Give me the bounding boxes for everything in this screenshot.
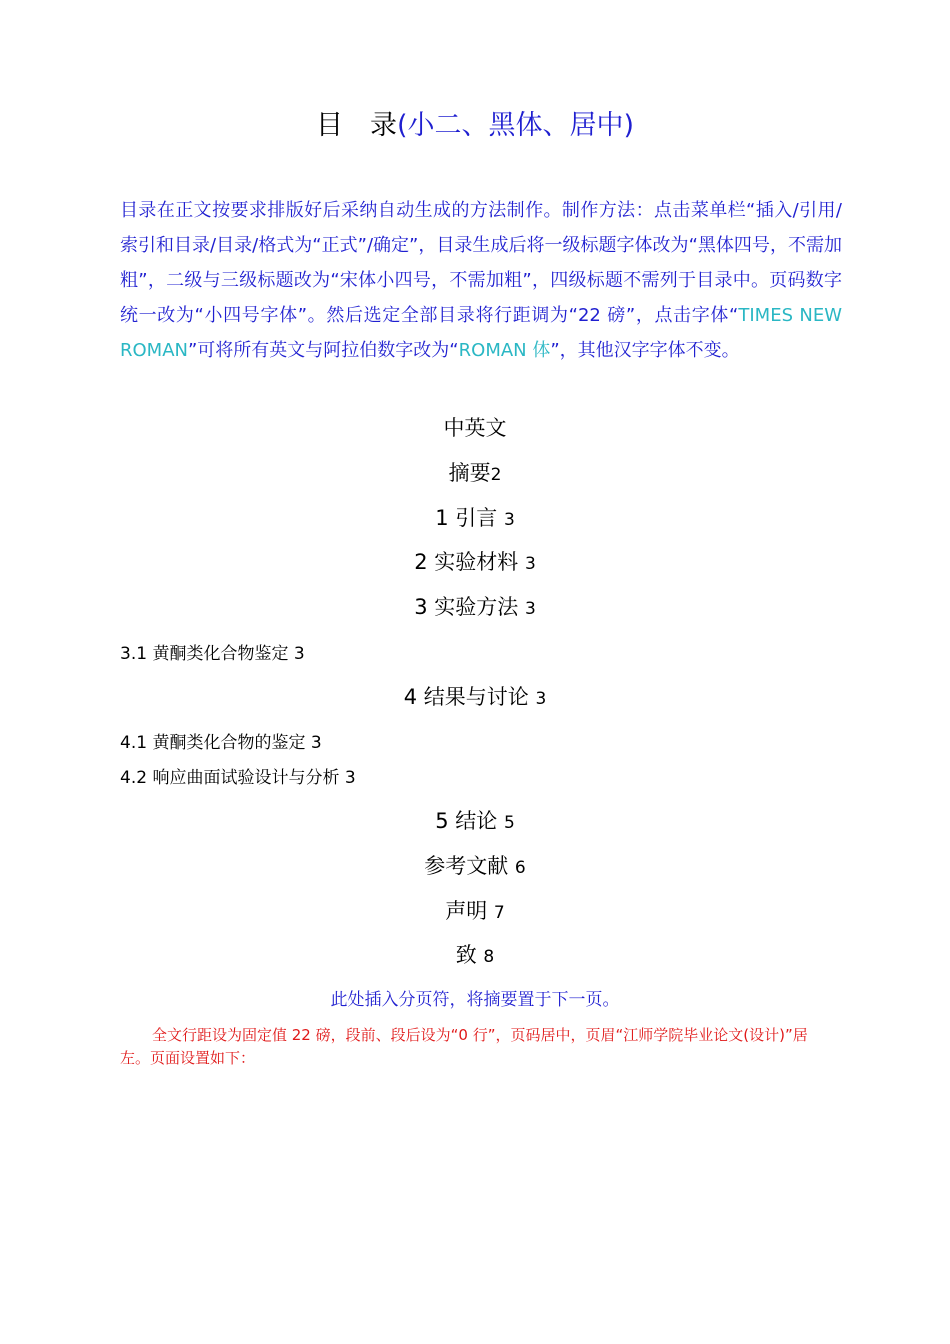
toc-entry-conclusion	[0, 806, 950, 838]
toc-subentry-4-1	[120, 730, 322, 756]
toc-entry-declaration	[0, 896, 950, 928]
toc-page-number: 6	[514, 858, 526, 878]
toc-page-number: 7	[493, 903, 505, 923]
toc-subentry-4-2	[120, 765, 356, 791]
toc-label: 4.1 黄酮类化合物的鉴定	[120, 733, 306, 753]
toc-entry-methods	[0, 592, 950, 624]
format-note: 全文行距设为固定值 22 磅，段前、段后设为“0 行”，页码居中，页眉“江师学院毕业论文(设计)”居左。页面设置如下：	[120, 1026, 808, 1067]
toc-label: 1 引言	[435, 506, 498, 530]
toc-page-number: 8	[483, 947, 495, 967]
toc-label: 4 结果与讨论	[403, 685, 529, 709]
toc-subentry-3-1	[120, 641, 305, 667]
toc-entry-introduction	[0, 503, 950, 535]
toc-page-number: 5	[503, 813, 515, 833]
toc-label: 3.1 黄酮类化合物鉴定	[120, 644, 289, 664]
toc-page-number: 3	[344, 768, 356, 788]
toc-label: 摘要	[448, 461, 491, 485]
toc-entry-references	[0, 851, 950, 883]
instruction-text-3: ”，其他汉字字体不变。	[550, 340, 740, 361]
toc-label: 参考文献	[424, 854, 509, 878]
toc-label: 2 实验材料	[414, 550, 519, 574]
toc-entry-materials	[0, 547, 950, 579]
instruction-text-2: ”可将所有英文与阿拉伯数字改为“	[187, 340, 459, 361]
roman-highlight: ROMAN 体	[458, 340, 551, 361]
instruction-text-1: 目录在正文按要求排版好后采纳自动生成的方法制作。制作方法：点击菜单栏“插入/引用/索引和目录/目录/格式为“正式”/确定”，目录生成后将一级标题字体改为“黑体四号，不需加粗”，二级与三级标题改为“宋体小四号，不需加粗”，四级标题不需列于目录中。页码数字统一改为“小四号字体”。然后选定全部目录将行距调为“22 磅”，点击字体“	[120, 200, 842, 326]
page-title	[0, 106, 950, 146]
title-main: 目 录	[315, 110, 397, 141]
toc-entry-thanks	[0, 940, 950, 972]
toc-label: 3 实验方法	[414, 595, 519, 619]
toc-page-number: 3	[503, 510, 515, 530]
toc-entry-abstract	[0, 458, 950, 490]
instruction-paragraph	[120, 193, 842, 368]
toc-label: 中英文	[443, 416, 507, 440]
title-format-note: (小二、黑体、居中)	[396, 110, 635, 141]
font-name-highlight: TIMES NEW ROMAN	[120, 305, 842, 361]
toc-page-number: 3	[293, 644, 305, 664]
page-break-note: 此处插入分页符，将摘要置于下一页。	[330, 990, 620, 1010]
toc-entry-results	[0, 682, 950, 714]
toc-label: 声明	[445, 899, 488, 923]
toc-entry-cn-en	[0, 413, 950, 443]
toc-page-number: 3	[524, 599, 536, 619]
toc-label: 4.2 响应曲面试验设计与分析	[120, 768, 340, 788]
toc-page-number: 3	[310, 733, 322, 753]
toc-page-number: 3	[524, 554, 536, 574]
toc-page-number: 2	[490, 465, 502, 485]
toc-label: 5 结论	[435, 809, 498, 833]
toc-label: 致	[455, 943, 477, 967]
toc-page-number: 3	[535, 689, 547, 709]
